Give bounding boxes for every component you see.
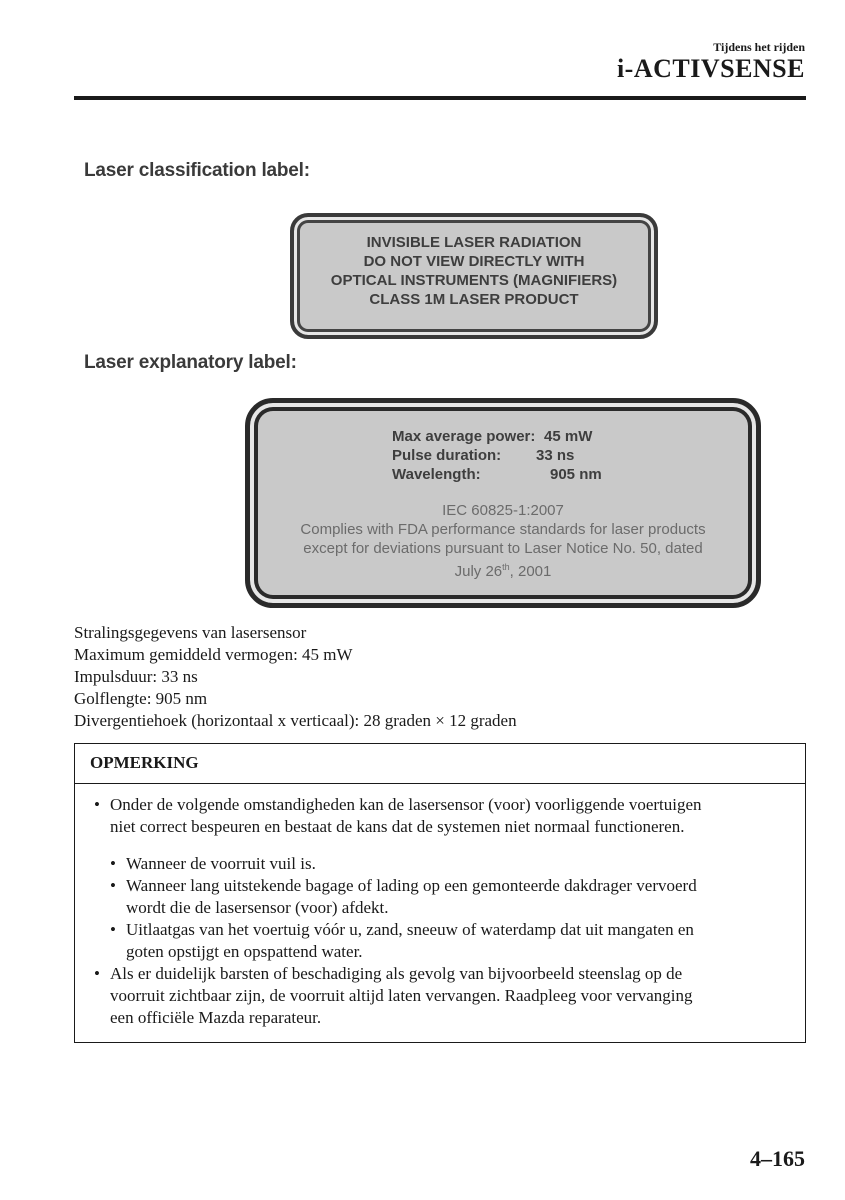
note-line: een officiële Mazda reparateur.	[110, 1008, 322, 1027]
spec-name: Wavelength:	[392, 466, 481, 483]
classification-line: CLASS 1M LASER PRODUCT	[369, 291, 579, 308]
note-line: Wanneer de voorruit vuil is.	[126, 854, 316, 873]
explanatory-label-caption: Laser explanatory label:	[84, 352, 297, 373]
iec-standard: IEC 60825-1:2007	[442, 502, 564, 519]
note-heading: OPMERKING	[75, 744, 805, 784]
spec-value: 45 mW	[544, 428, 593, 445]
radiation-line: Impulsduur: 33 ns	[74, 667, 198, 686]
note-sub-bullet	[110, 919, 694, 963]
note-line: Wanneer lang uitstekende bagage of lading op een gemonteerde dakdrager vervoerd	[126, 876, 697, 895]
date-suffix: , 2001	[509, 563, 552, 580]
compliance-date	[250, 558, 756, 581]
classification-line: OPTICAL INSTRUMENTS (MAGNIFIERS)	[330, 272, 618, 289]
note-line: voorruit zichtbaar zijn, de voorruit altijd laten vervangen. Raadpleeg voor vervanging	[110, 986, 693, 1005]
note-line: Als er duidelijk barsten of beschadiging als gevolg van bijvoorbeeld steenslag op de	[110, 964, 683, 983]
note-line: goten opstijgt en opspattend water.	[126, 942, 363, 961]
spec-value: 905 nm	[550, 466, 602, 483]
laser-classification-label	[290, 213, 658, 339]
radiation-line: Maximum gemiddeld vermogen: 45 mW	[74, 645, 353, 664]
radiation-data	[74, 622, 517, 732]
radiation-line: Divergentiehoek (horizontaal x verticaal): 28 graden × 12 graden	[74, 711, 517, 730]
classification-line: INVISIBLE LASER RADIATION	[366, 234, 582, 251]
bullet-dot: •	[110, 854, 116, 873]
note-line: Onder de volgende omstandigheden kan de lasersensor (voor) voorliggende voertuigen	[110, 795, 702, 814]
note-line: niet correct bespeuren en bestaat de kans dat de systemen niet normaal functioneren.	[110, 817, 685, 836]
date-prefix: July 26	[454, 563, 503, 580]
fda-compliance-line: except for deviations pursuant to Laser Notice No. 50, dated	[303, 540, 703, 557]
running-header-section: Tijdens het rijden	[713, 40, 805, 54]
spec-value: 33 ns	[536, 447, 575, 464]
note-sub-bullet	[110, 853, 316, 875]
bullet-dot: •	[110, 920, 116, 939]
radiation-line: Stralingsgegevens van lasersensor	[74, 623, 307, 642]
note-box	[74, 743, 806, 1043]
bullet-dot: •	[110, 876, 116, 895]
bullet-dot: •	[94, 964, 100, 983]
classification-label-caption: Laser classification label:	[84, 160, 310, 181]
running-header-title: i-ACTIVSENSE	[616, 54, 805, 83]
note-bullet	[94, 963, 693, 1029]
note-line: Uitlaatgas van het voertuig vóór u, zand, sneeuw of waterdamp dat uit mangaten en	[126, 920, 694, 939]
note-bullet	[94, 794, 702, 838]
note-line: wordt die de lasersensor (voor) afdekt.	[126, 898, 389, 917]
bullet-dot: •	[94, 795, 100, 814]
spec-name: Max average power:	[392, 428, 536, 445]
spec-name: Pulse duration:	[392, 447, 502, 464]
laser-explanatory-label	[245, 398, 761, 608]
note-sub-bullet	[110, 875, 697, 919]
fda-compliance-line: Complies with FDA performance standards for laser products	[300, 521, 706, 538]
classification-line: DO NOT VIEW DIRECTLY WITH	[363, 253, 585, 270]
header-rule	[74, 96, 806, 100]
radiation-line: Golflengte: 905 nm	[74, 689, 208, 708]
date-ordinal: th	[502, 562, 510, 572]
page-number: 4–165	[750, 1146, 805, 1171]
